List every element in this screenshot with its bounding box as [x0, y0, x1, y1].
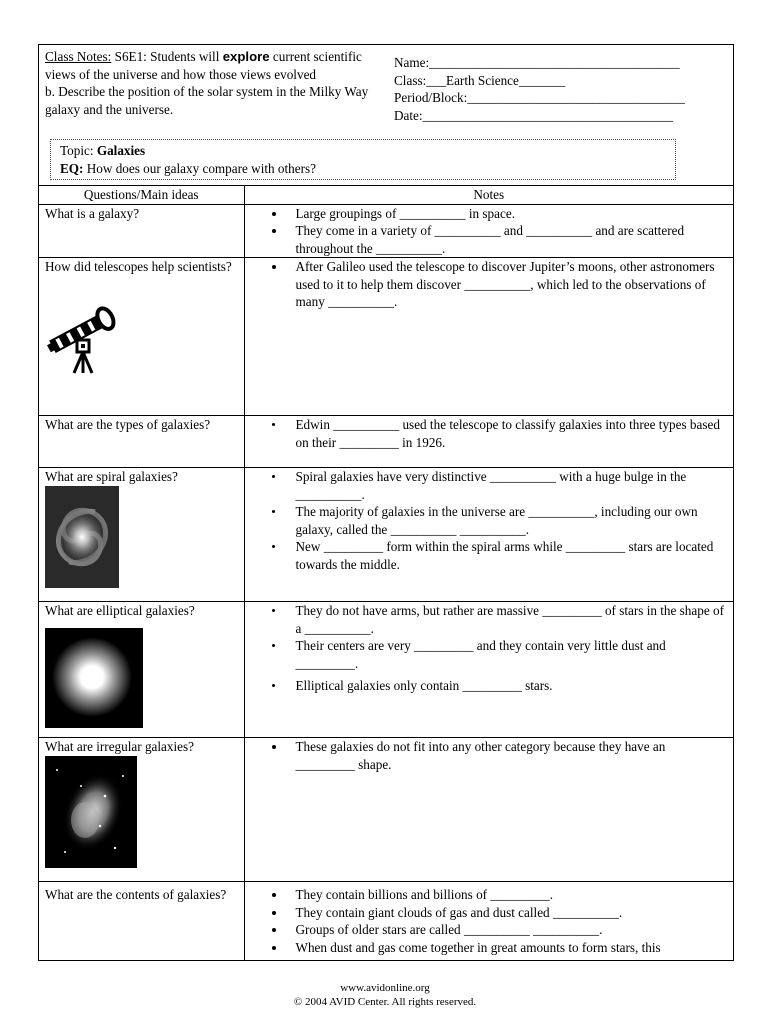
- question-text: What are spiral galaxies?: [45, 469, 178, 484]
- topic-value: Galaxies: [96, 143, 146, 158]
- worksheet: [38, 44, 734, 961]
- telescope-icon: [44, 298, 124, 378]
- question-text: What are the types of galaxies?: [45, 417, 211, 432]
- elliptical-galaxy-image: [45, 628, 143, 728]
- note-item: Elliptical galaxies only contain _________ stars.: [251, 677, 728, 695]
- notes-table: [39, 186, 733, 960]
- note-item: They contain giant clouds of gas and dust called __________.: [251, 904, 728, 922]
- eq-value: How does our galaxy compare with others?: [86, 160, 316, 176]
- table-row: [39, 602, 733, 738]
- note-item: They do not have arms, but rather are massive _________ of stars in the shape of a __________.: [251, 602, 728, 637]
- note-item: New _________ form within the spiral arms while _________ stars are located towards the middle.: [251, 538, 728, 573]
- name-field[interactable]: Name:______________________________________: [394, 55, 680, 70]
- note-item: Large groupings of __________ in space.: [251, 205, 728, 223]
- date-field[interactable]: Date:______________________________________: [394, 107, 674, 123]
- spiral-galaxy-image: [45, 486, 119, 588]
- question-text: What are irregular galaxies?: [45, 739, 195, 754]
- note-item: Groups of older stars are called __________ __________.: [251, 921, 728, 939]
- standard-block: [45, 48, 395, 118]
- question-text: What is a galaxy?: [45, 205, 140, 221]
- standard-rest: current scientific views of the universe and how those views evolved: [45, 49, 362, 82]
- note-item: Edwin __________ used the telescope to classify galaxies into three types based on their _________ in 1926.: [251, 416, 728, 451]
- objective-text: b. Describe the position of the solar system in the Milky Way galaxy and the universe.: [45, 84, 369, 117]
- note-item: These galaxies do not fit into any other category because they have an _________ shape.: [251, 738, 728, 773]
- table-row: [39, 258, 733, 416]
- question-text: How did telescopes help scientists?: [45, 259, 232, 274]
- worksheet-header: [39, 45, 733, 186]
- question-text: What are the contents of galaxies?: [45, 887, 227, 902]
- footer: [0, 981, 770, 1009]
- col-header-notes: Notes: [244, 186, 733, 204]
- standard-prefix: S6E1: Students will: [114, 49, 220, 64]
- note-item: The majority of galaxies in the universe are __________, including our own galaxy, called the __________ __________.: [251, 503, 728, 538]
- question-text: What are elliptical galaxies?: [45, 603, 195, 618]
- note-item: Their centers are very _________ and they contain very little dust and _________.: [251, 637, 728, 672]
- table-row: [39, 882, 733, 960]
- topic-box: [50, 139, 676, 180]
- class-notes-label: Class Notes:: [45, 49, 112, 64]
- irregular-galaxy-image: [45, 756, 137, 868]
- footer-copyright: © 2004 AVID Center. All rights reserved.: [293, 996, 477, 1008]
- table-row: [39, 416, 733, 468]
- note-item: When dust and gas come together in great amounts to form stars, this: [251, 939, 728, 957]
- note-item: They contain billions and billions of _________.: [251, 886, 728, 904]
- col-header-questions: Questions/Main ideas: [39, 186, 244, 204]
- student-info: [394, 54, 729, 124]
- table-row: [39, 468, 733, 602]
- note-item: Spiral galaxies have very distinctive __________ with a huge bulge in the __________.: [251, 468, 728, 503]
- period-field[interactable]: Period/Block:_________________________________: [394, 90, 685, 105]
- topic-label: Topic:: [60, 143, 94, 158]
- eq-label: EQ:: [60, 160, 84, 176]
- table-header-row: [39, 186, 733, 204]
- standard-bold: explore: [222, 49, 270, 64]
- table-row: [39, 738, 733, 882]
- note-item: They come in a variety of __________ and __________ and are scattered throughout the __________.: [251, 222, 728, 257]
- note-item: After Galileo used the telescope to discover Jupiter’s moons, other astronomers used to it to help them discover __________, which led to the observations of many __________.: [251, 258, 728, 311]
- class-field[interactable]: Class:___Earth Science_______: [394, 72, 566, 88]
- table-row: [39, 204, 733, 258]
- footer-website[interactable]: www.avidonline.org: [340, 982, 430, 994]
